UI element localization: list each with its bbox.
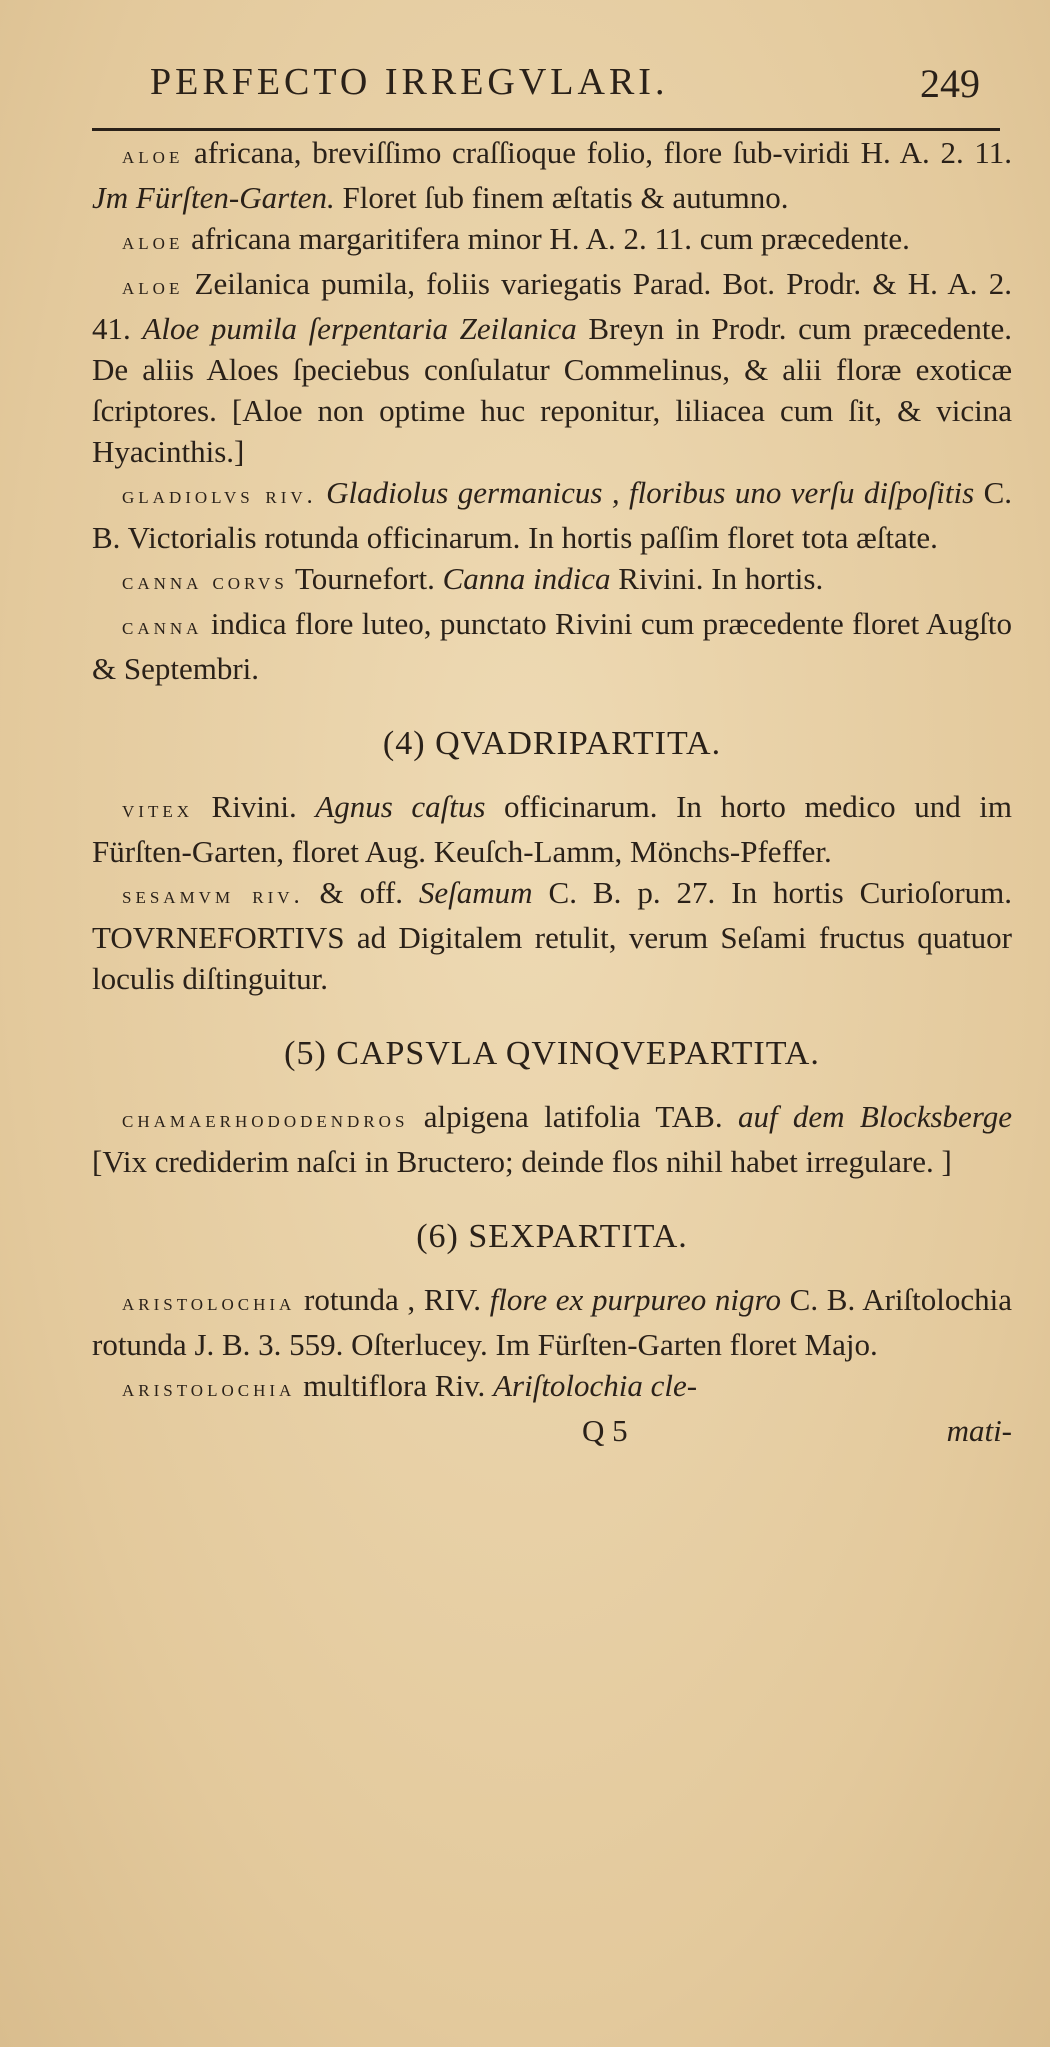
entry-synonym: Ariſtolochia cle- bbox=[493, 1368, 698, 1403]
entry-synonym: Gladiolus germanicus , floribus uno verſu diſpoſitis bbox=[326, 475, 975, 510]
entry-tail: Rivini. In hortis. bbox=[610, 561, 824, 596]
heading-sexpartita: (6) SEXPARTITA. bbox=[416, 1218, 688, 1255]
entry-text: multiflora Riv. bbox=[295, 1368, 494, 1403]
entry-tail: C. B. Ariſtolochia rotunda J. B. 3. 559. Oſterlucey. Im Fürſten-Garten floret Majo. bbox=[92, 1282, 1012, 1362]
entry-text: Rivini. bbox=[192, 789, 316, 824]
entry-tail: C. B. Victorialis rotunda officinarum. In hortis paſſim floret tota æſtate. bbox=[92, 475, 1012, 555]
entry-text: indica flore luteo, punctato Rivini cum præcedente floret Augſto & Septembri. bbox=[92, 606, 1012, 686]
entry-text: Tournefort. bbox=[287, 561, 443, 596]
entry-text: rotunda , RIV. bbox=[295, 1282, 490, 1317]
entry-text: Zeilanica pumila, foliis variegatis Parad. Bot. Prodr. & H. A. 2. 41. bbox=[92, 266, 1012, 346]
section-intro bbox=[92, 132, 1012, 689]
entry-text bbox=[317, 475, 326, 510]
entry-paragraph bbox=[92, 1279, 1012, 1365]
entry-paragraph bbox=[92, 472, 1012, 558]
page-number: 249 bbox=[920, 61, 980, 106]
entry-name: aloe bbox=[122, 143, 184, 169]
page-body bbox=[92, 132, 1012, 1451]
entry-paragraph bbox=[92, 558, 1012, 603]
entry-synonym: Jm Fürſten-Garten. bbox=[92, 180, 335, 215]
entry-paragraph bbox=[92, 603, 1012, 689]
signature-mark: Q 5 bbox=[582, 1413, 628, 1448]
entry-text: africana margaritifera minor H. A. 2. 11. cum præcedente. bbox=[183, 221, 910, 256]
entry-paragraph bbox=[92, 263, 1012, 472]
catchword: mati- bbox=[946, 1413, 1012, 1448]
entry-synonym: auf dem Blocksberge bbox=[737, 1099, 1012, 1134]
entry-synonym: Canna indica bbox=[442, 561, 611, 596]
entry-text: alpigena latifolia TAB. bbox=[408, 1099, 738, 1134]
entry-tail: C. B. p. 27. In hortis Curioſorum. TOVRNEFORTIVS ad Digitalem retulit, verum Seſami fructus quatuor loculis diſtinguitur. bbox=[92, 875, 1013, 996]
entry-name: aristolochia bbox=[122, 1376, 296, 1402]
entry-synonym: Aloe pumila ſerpentaria Zeilanica bbox=[142, 311, 577, 346]
entry-paragraph bbox=[92, 1096, 1012, 1182]
entry-paragraph bbox=[92, 218, 1012, 263]
section-sexpartita bbox=[92, 1279, 1012, 1410]
entry-synonym: Agnus caſtus bbox=[315, 789, 486, 824]
entry-name: sesamvm riv. bbox=[122, 883, 304, 909]
running-title: PERFECTO IRREGVLARI. bbox=[150, 61, 669, 103]
entry-paragraph bbox=[92, 1365, 1012, 1410]
entry-synonym: Seſamum bbox=[418, 875, 533, 910]
entry-text: africana, breviſſimo craſſioque folio, flore ſub-viridi H. A. 2. 11. bbox=[183, 135, 1012, 170]
section-quadripartita bbox=[92, 786, 1012, 999]
entry-name: chamaerhododendros bbox=[122, 1107, 409, 1133]
entry-tail: [Vix crediderim naſci in Bructero; deinde flos nihil habet irregulare. ] bbox=[92, 1144, 952, 1179]
entry-tail: Floret ſub finem æſtatis & autumno. bbox=[334, 180, 789, 215]
entry-paragraph bbox=[92, 132, 1012, 218]
entry-text: & off. bbox=[303, 875, 419, 910]
footer-line bbox=[92, 1410, 1012, 1451]
entry-tail: Breyn in Prodr. cum præcedente. De aliis Aloes ſpeciebus conſulatur Commelinus, & alii floræ exoticæ ſcriptores. [Aloe non optime huc reponitur, liliacea cum ſit, & vicina Hyacinthis.] bbox=[92, 311, 1012, 469]
entry-name: aloe bbox=[122, 274, 184, 300]
heading-quadripartita: (4) QVADRIPARTITA. bbox=[382, 725, 722, 762]
entry-name: canna bbox=[122, 614, 203, 640]
entry-name: gladiolvs riv. bbox=[122, 483, 317, 509]
heading-quinquepartita: (5) CAPSVLA QVINQVEPARTITA. bbox=[284, 1035, 820, 1072]
entry-name: aloe bbox=[122, 229, 184, 255]
section-quinquepartita bbox=[92, 1096, 1012, 1182]
entry-tail: officinarum. In horto medico und im Fürſten-Garten, floret Aug. Keuſch-Lamm, Mönchs-Pfeffer. bbox=[92, 789, 1013, 869]
header-rule bbox=[92, 128, 1000, 131]
entry-paragraph bbox=[92, 786, 1012, 872]
entry-name: vitex bbox=[122, 797, 193, 823]
entry-name: aristolochia bbox=[122, 1290, 296, 1316]
entry-paragraph bbox=[92, 872, 1012, 999]
page-header bbox=[150, 60, 990, 120]
entry-synonym: flore ex purpureo nigro bbox=[489, 1282, 781, 1317]
entry-name: canna corvs bbox=[122, 569, 288, 595]
